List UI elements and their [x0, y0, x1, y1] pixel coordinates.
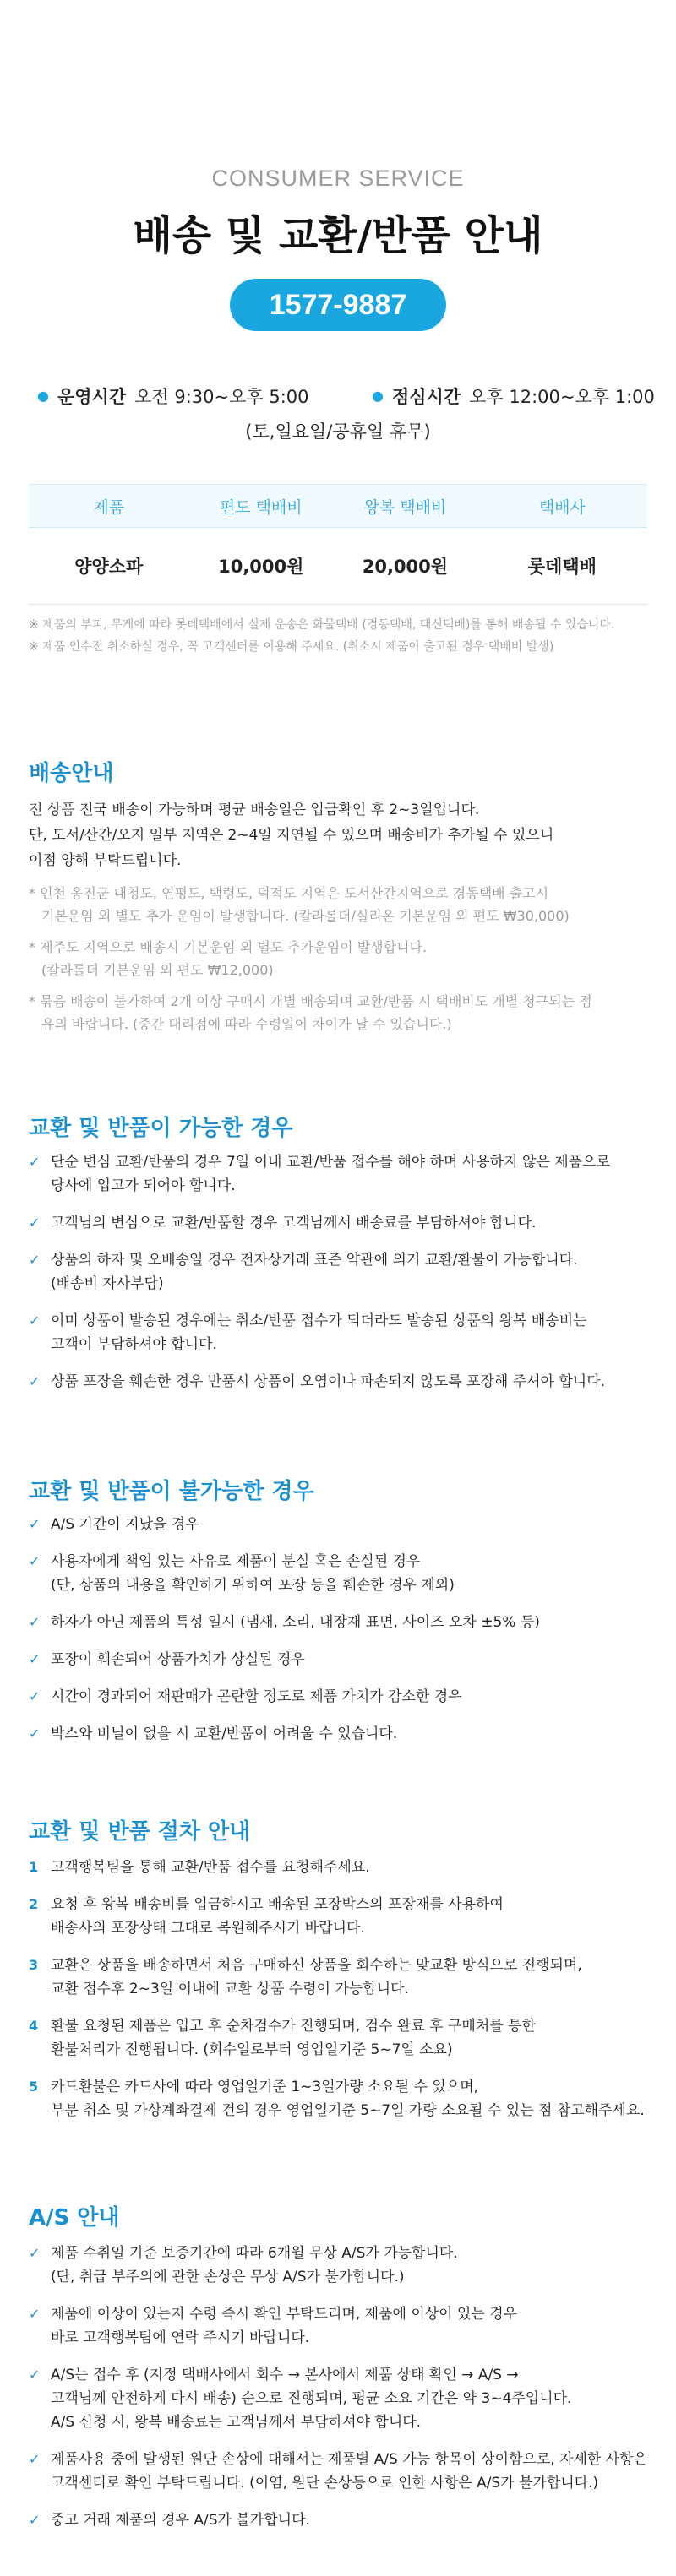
step-number: 3 [29, 1957, 39, 1973]
exchange-possible-list [29, 1150, 654, 1394]
list-item-text: 바로 고객행복팀에 연락 주시기 바랍니다. [51, 2329, 310, 2346]
operating-hours [37, 383, 309, 409]
list-item-text: 당사에 입고가 되어야 합니다. [51, 1177, 236, 1194]
bullet-dot-icon: ● [37, 388, 49, 404]
list-item-text: 단순 변심 교환/반품의 경우 7일 이내 교환/반품 접수를 해야 하며 사용하지 않은 제품으로 [51, 1154, 610, 1171]
check-icon: ✓ [29, 1688, 41, 1704]
shipping-note-line: 기본운임 외 별도 추가 운임이 발생합니다. (칼라롤더/실리온 기본운임 외 편도 ₩30,000) [41, 908, 570, 924]
shipping-fee-table [29, 484, 647, 605]
list-item-text: A/S는 접수 후 (지정 택배사에서 회수 → 본사에서 제품 상태 확인 → A/S → [51, 2367, 519, 2383]
lunch-hours-label: 점심시간 [391, 387, 461, 407]
shipping-note-line: (칼라롤더 기본운임 외 편도 ₩12,000) [41, 962, 274, 978]
list-item [29, 2242, 654, 2289]
check-icon: ✓ [29, 1553, 41, 1569]
holiday-notice: (토,일요일/공휴일 휴무) [245, 421, 431, 442]
list-item-text: 고객님께 안전하게 다시 배송) 순으로 진행되며, 평균 소요 기간은 약 3~4주입니다. [51, 2390, 572, 2407]
list-item [29, 1893, 654, 1940]
check-icon: ✓ [29, 1516, 41, 1532]
step-number: 5 [29, 2079, 39, 2095]
as-guide-list [29, 2242, 654, 2532]
fee-note: ※ 제품의 부피, 무게에 따라 롯데택배에서 실제 운송은 화물택배 (경동택배, 대신택배)를 통해 배송될 수 있습니다. [29, 618, 615, 632]
list-item [29, 2075, 654, 2122]
list-item-text: 박스와 비닐이 없을 시 교환/반품이 어려울 수 있습니다. [51, 1725, 398, 1742]
list-item [29, 1856, 654, 1879]
list-item-text: 배송사의 포장상태 그대로 복원해주시기 바랍니다. [51, 1920, 365, 1937]
list-item-text: 환불 요청된 제품은 입고 후 순차검수가 진행되며, 검수 완료 후 구매처를 통한 [51, 2018, 536, 2035]
list-item-text: 포장이 훼손되어 상품가치가 상실된 경우 [51, 1651, 305, 1668]
check-icon: ✓ [29, 1373, 41, 1389]
list-item-text: 고객센터로 확인 부탁드립니다. (이염, 원단 손상등으로 인한 사항은 A/S가 불가합니다.) [51, 2475, 599, 2492]
list-item-text: 제품 수취일 기준 보증기간에 따라 6개월 무상 A/S가 가능합니다. [51, 2245, 458, 2262]
list-item [29, 1309, 654, 1356]
page-title: 배송 및 교환/반품 안내 [133, 212, 543, 259]
shipping-notes [29, 882, 592, 1044]
table-header-cell: 편도 택배비 [188, 485, 333, 528]
shipping-body [29, 797, 553, 873]
list-item-text: 교환은 상품을 배송하면서 처음 구매하신 상품을 회수하는 맞교환 방식으로 진행되며, [51, 1957, 582, 1974]
fee-note: ※ 제품 인수전 취소하실 경우, 꼭 고객센터를 이용해 주세요. (취소시 제품이 출고된 경우 택배비 발생) [29, 640, 554, 654]
list-item-text: 시간이 경과되어 재판매가 곤란할 정도로 제품 가치가 감소한 경우 [51, 1688, 462, 1705]
shipping-line: 단, 도서/산간/오지 일부 지역은 2~4일 지연될 수 있으며 배송비가 추가될 수 있으니 [29, 827, 554, 844]
list-item-text: 제품사용 중에 발생된 원단 손상에 대해서는 제품별 A/S 가능 항목이 상이함으로, 자세한 사항은 [51, 2451, 648, 2468]
operating-hours-value: 오전 9:30~오후 5:00 [134, 387, 309, 407]
check-icon: ✓ [29, 2367, 41, 2383]
table-row [29, 528, 647, 605]
list-item [29, 2363, 654, 2434]
list-item-text: 카드환불은 카드사에 따라 영업일기준 1~3일가량 소요될 수 있으며, [51, 2079, 479, 2095]
list-item-text: 사용자에게 책임 있는 사유로 제품이 분실 혹은 손실된 경우 [51, 1553, 421, 1570]
list-item [29, 2014, 654, 2062]
list-item [29, 1648, 654, 1671]
table-cell-round-trip-fee: 20,000원 [333, 528, 477, 605]
list-item-text: 고객이 부담하셔야 합니다. [51, 1336, 217, 1353]
list-item [29, 1550, 654, 1597]
list-item-text: A/S 기간이 지났을 경우 [51, 1516, 199, 1533]
table-header-cell: 제품 [29, 485, 188, 528]
check-icon: ✓ [29, 1651, 41, 1667]
list-item [29, 1954, 654, 2001]
list-item-text: 이미 상품이 발송된 경우에는 취소/반품 접수가 되더라도 발송된 상품의 왕복 배송비는 [51, 1312, 587, 1329]
list-item [29, 1370, 654, 1394]
procedure-title: 교환 및 반품 절차 안내 [29, 1819, 251, 1845]
table-header-cell: 왕복 택배비 [333, 485, 477, 528]
shipping-note [29, 882, 592, 927]
check-icon: ✓ [29, 1614, 41, 1630]
table-cell-one-way-fee: 10,000원 [188, 528, 333, 605]
operating-hours-label: 운영시간 [57, 387, 127, 407]
shipping-note [29, 990, 592, 1035]
exchange-impossible-list [29, 1513, 654, 1746]
list-item-text: 하자가 아닌 제품의 특성 일시 (냄새, 소리, 내장재 표면, 사이즈 오차 ±5% 등) [51, 1614, 540, 1631]
table-header-cell: 택배사 [477, 485, 647, 528]
check-icon: ✓ [29, 2451, 41, 2467]
list-item-text: 고객행복팀을 통해 교환/반품 접수를 요청해주세요. [51, 1859, 370, 1876]
check-icon: ✓ [29, 1154, 41, 1170]
phone-number-badge[interactable]: 1577-9887 [230, 279, 446, 331]
list-item [29, 1513, 654, 1536]
table-cell-product: 양양소파 [29, 528, 188, 605]
shipping-note-line: 유의 바랍니다. (중간 대리점에 따라 수령일이 차이가 날 수 있습니다.) [41, 1016, 452, 1032]
list-item [29, 1611, 654, 1634]
lunch-hours-value: 오후 12:00~오후 1:00 [469, 387, 655, 407]
list-item-text: 부분 취소 및 가상계좌결제 건의 경우 영업일기준 5~7일 가량 소요될 수 있는 점 참고해주세요. [51, 2102, 645, 2119]
list-item-text: 상품의 하자 및 오배송일 경우 전자상거래 표준 약관에 의거 교환/환불이 가능합니다. [51, 1252, 578, 1269]
list-item [29, 1685, 654, 1709]
list-item-text: 환불처리가 진행됩니다. (회수일로부터 영업일기준 5~7일 소요) [51, 2041, 453, 2058]
list-item-text: (배송비 자사부담) [51, 1275, 164, 1292]
table-cell-courier: 롯데택배 [477, 528, 647, 605]
fee-notes [29, 614, 614, 658]
shipping-line: 이점 양해 부탁드립니다. [29, 852, 182, 869]
list-item-text: 제품에 이상이 있는지 수령 즉시 확인 부탁드리며, 제품에 이상이 있는 경우 [51, 2306, 518, 2323]
as-guide-title: A/S 안내 [29, 2205, 120, 2231]
check-icon: ✓ [29, 2245, 41, 2261]
step-number: 1 [29, 1859, 39, 1875]
shipping-note-line: * 제주도 지역으로 배송시 기본운임 외 별도 추가운임이 발생합니다. [29, 939, 428, 955]
list-item-text: 요청 후 왕복 배송비를 입금하시고 배송된 포장박스의 포장재를 사용하여 [51, 1896, 504, 1913]
list-item-text: 고객님의 변심으로 교환/반품할 경우 고객님께서 배송료를 부담하셔야 합니다. [51, 1215, 537, 1231]
shipping-line: 전 상품 전국 배송이 가능하며 평균 배송일은 입금확인 후 2~3일입니다. [29, 802, 480, 818]
list-item-text: (단, 상품의 내용을 확인하기 위하여 포장 등을 훼손한 경우 제외) [51, 1577, 455, 1594]
list-item [29, 2448, 654, 2495]
shipping-note-line: * 묶음 배송이 불가하여 2개 이상 구매시 개별 배송되며 교환/반품 시 택배비도 개별 청구되는 점 [29, 993, 592, 1009]
eyebrow-text: CONSUMER SERVICE [211, 166, 465, 191]
list-item [29, 1722, 654, 1746]
list-item [29, 2508, 654, 2532]
lunch-hours [372, 383, 655, 409]
bullet-dot-icon: ● [372, 388, 384, 404]
list-item-text: 중고 거래 제품의 경우 A/S가 불가합니다. [51, 2512, 310, 2529]
check-icon: ✓ [29, 1252, 41, 1268]
shipping-note [29, 936, 592, 981]
list-item [29, 1211, 654, 1235]
exchange-possible-title: 교환 및 반품이 가능한 경우 [29, 1116, 293, 1141]
check-icon: ✓ [29, 1725, 41, 1742]
list-item [29, 1248, 654, 1296]
shipping-section-title: 배송안내 [29, 761, 114, 786]
list-item-text: 상품 포장을 훼손한 경우 반품시 상품이 오염이나 파손되지 않도록 포장해 주셔야 합니다. [51, 1373, 606, 1390]
list-item [29, 2302, 654, 2350]
procedure-list [29, 1856, 654, 2122]
step-number: 4 [29, 2018, 39, 2034]
check-icon: ✓ [29, 2306, 41, 2322]
check-icon: ✓ [29, 1215, 41, 1231]
list-item-text: (단, 취급 부주의에 관한 손상은 무상 A/S가 불가합니다.) [51, 2269, 405, 2285]
list-item-text: 교환 접수후 2~3일 이내에 교환 상품 수령이 가능합니다. [51, 1981, 409, 1997]
list-item [29, 1150, 654, 1198]
check-icon: ✓ [29, 2512, 41, 2528]
shipping-note-line: * 인천 옹진군 대청도, 연평도, 백령도, 덕적도 지역은 도서산간지역으로 경동택배 출고시 [29, 885, 549, 901]
step-number: 2 [29, 1896, 39, 1912]
list-item-text: A/S 신청 시, 왕복 배송료는 고객님께서 부담하셔야 합니다. [51, 2414, 422, 2431]
check-icon: ✓ [29, 1312, 41, 1329]
table-header-row [29, 485, 647, 528]
exchange-impossible-title: 교환 및 반품이 불가능한 경우 [29, 1479, 314, 1504]
